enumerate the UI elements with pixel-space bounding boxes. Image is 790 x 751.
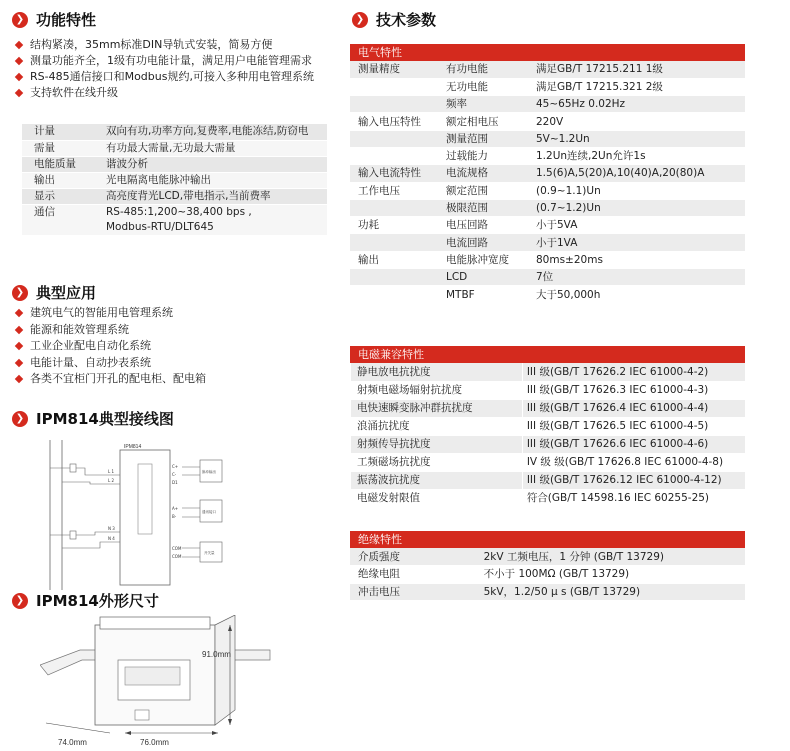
electrical-table	[350, 44, 745, 304]
diamond-bullet-icon	[15, 326, 23, 334]
table-row	[350, 286, 745, 303]
table-row	[350, 130, 745, 147]
table-cell: 小于5VA	[532, 217, 745, 234]
list-item: 电能计量、自动抄表系统	[14, 355, 344, 372]
table-row	[351, 453, 746, 471]
emc-table	[350, 346, 745, 508]
table-row: 电能质量 谐波分析	[22, 156, 327, 172]
table-cell: 振荡波抗扰度	[351, 471, 523, 489]
wiring-diagram	[40, 440, 270, 590]
insulation-table	[350, 531, 745, 601]
features-header	[12, 9, 96, 30]
features-list	[14, 37, 344, 101]
table-cell: 电快速瞬变脉冲群抗扰度	[351, 399, 523, 417]
table-cell: 输入电流特性	[350, 165, 442, 182]
table-cell: 电压回路	[442, 217, 532, 234]
applications-title: 典型应用	[36, 284, 97, 302]
table-row: 需量 有功最大需量,无功最大需量	[22, 140, 327, 156]
table-row	[350, 182, 745, 199]
table-cell: 额定相电压	[442, 113, 532, 130]
list-item: 结构紧凑，35mm标准DIN导轨式安装，简易方便	[14, 37, 344, 53]
terminal-label: N 3	[108, 526, 115, 531]
table-cell: MTBF	[442, 286, 532, 303]
box-label: 开关量	[204, 551, 215, 555]
terminal-label: COM	[172, 546, 182, 551]
table-cell: 电流规格	[442, 165, 532, 182]
table-cell	[350, 286, 442, 303]
table-cell	[350, 147, 442, 164]
device-side	[215, 615, 235, 725]
table-cell: IV 级 级(GB/T 17626.8 IEC 61000-4-8)	[522, 453, 745, 471]
chevron-right-circle-icon: ❯	[12, 411, 28, 427]
table-row	[350, 217, 745, 234]
chevron-right-circle-icon: ❯	[12, 285, 28, 301]
diamond-bullet-icon	[15, 309, 23, 317]
table-row	[350, 165, 745, 182]
table-cell: 静电放电抗扰度	[351, 363, 523, 381]
table-cell: 介质强度	[350, 548, 480, 566]
table-cell: (0.7~1.2)Un	[532, 199, 745, 216]
diamond-bullet-icon	[15, 73, 23, 81]
table-row: 计量 双向有功,功率方向,复费率,电能冻结,防窃电	[22, 124, 327, 140]
table-row	[350, 147, 745, 164]
table-row	[351, 489, 746, 507]
electrical-rows	[350, 61, 745, 304]
chevron-right-circle-icon: ❯	[352, 12, 368, 28]
table-row: 显示 高亮度背光LCD,带电指示,当前费率	[22, 188, 327, 204]
table-cell: 浪涌抗扰度	[351, 417, 523, 435]
table-cell: 极限范围	[442, 199, 532, 216]
table-cell: 工作电压	[350, 182, 442, 199]
table-row	[351, 435, 746, 453]
table-cell: (0.9~1.1)Un	[532, 182, 745, 199]
wiring-title: IPM814典型接线图	[36, 410, 174, 428]
table-cell: III 级(GB/T 17626.12 IEC 61000-4-12)	[522, 471, 745, 489]
chevron-right-circle-icon: ❯	[12, 593, 28, 609]
table-row	[350, 251, 745, 268]
emc-header: 电磁兼容特性	[350, 346, 745, 363]
table-row	[350, 113, 745, 130]
table-cell: III 级(GB/T 17626.2 IEC 61000-4-2)	[522, 363, 745, 381]
table-row	[350, 96, 745, 113]
table-cell: 大于50,000h	[532, 286, 745, 303]
table-cell: 小于1VA	[532, 234, 745, 251]
list-item: 能源和能效管理系统	[14, 322, 344, 339]
dimension-drawing	[40, 615, 295, 751]
table-cell: 额定范围	[442, 182, 532, 199]
table-cell: 5V~1.2Un	[532, 130, 745, 147]
table-cell: 绝缘电阻	[350, 566, 480, 584]
table-row	[351, 363, 746, 381]
tech-title: 技术参数	[376, 11, 437, 29]
table-cell: 输入电压特性	[350, 113, 442, 130]
fuse	[70, 464, 76, 472]
terminal-label: C-	[172, 472, 177, 477]
dimensions-title: IPM814外形尺寸	[36, 592, 159, 610]
table-cell: 测量精度	[350, 61, 442, 78]
table-cell: 5kV，1.2/50 μ s (GB/T 13729)	[480, 583, 745, 601]
table-cell: 功耗	[350, 217, 442, 234]
table-cell: 电能脉冲宽度	[442, 251, 532, 268]
tech-header	[352, 9, 436, 30]
box-label: 脉冲输出	[202, 470, 216, 474]
table-cell	[350, 199, 442, 216]
terminal-label: A+	[172, 506, 179, 511]
insulation-rows	[350, 548, 745, 601]
applications-header	[12, 282, 96, 303]
table-cell: 射频传导抗扰度	[351, 435, 523, 453]
table-cell: 45~65Hz 0.02Hz	[532, 96, 745, 113]
table-cell: 7位	[532, 269, 745, 286]
applications-list	[14, 305, 344, 388]
table-cell: 电磁发射限值	[351, 489, 523, 507]
table-cell: III 级(GB/T 17626.4 IEC 61000-4-4)	[522, 399, 745, 417]
table-cell: 冲击电压	[350, 583, 480, 601]
terminal-label: C+	[172, 464, 179, 469]
table-cell: 工频磁场抗扰度	[351, 453, 523, 471]
device-top	[100, 617, 210, 629]
diamond-bullet-icon	[15, 375, 23, 383]
table-cell: 满足GB/T 17215.211 1级	[532, 61, 745, 78]
table-cell: 有功电能	[442, 61, 532, 78]
list-item: RS-485通信接口和Modbus规约,可接入多种用电管理系统	[14, 69, 344, 85]
table-cell: 满足GB/T 17215.321 2级	[532, 78, 745, 95]
diamond-bullet-icon	[15, 359, 23, 367]
list-item: 建筑电气的智能用电管理系统	[14, 305, 344, 322]
table-cell	[350, 269, 442, 286]
terminal-label: D1	[172, 480, 178, 485]
table-cell: 220V	[532, 113, 745, 130]
wire	[50, 532, 120, 535]
device-label: IPM814	[124, 444, 142, 450]
table-cell: III 级(GB/T 17626.5 IEC 61000-4-5)	[522, 417, 745, 435]
terminal-label: L 1	[108, 469, 115, 474]
diamond-bullet-icon	[15, 57, 23, 65]
table-row	[350, 269, 745, 286]
table-row: 通信 RS-485:1,200~38,400 bps , Modbus-RTU/DLT645	[22, 204, 327, 235]
table-cell: III 级(GB/T 17626.6 IEC 61000-4-6)	[522, 435, 745, 453]
list-item: 各类不宜柜门开孔的配电柜、配电箱	[14, 371, 344, 388]
table-cell	[350, 78, 442, 95]
wiring-header	[12, 408, 174, 429]
list-item: 工业企业配电自动化系统	[14, 338, 344, 355]
table-cell: 无功电能	[442, 78, 532, 95]
table-row	[350, 583, 745, 601]
table-row	[351, 471, 746, 489]
table-row	[351, 417, 746, 435]
box-label: 通讯接口	[202, 510, 216, 514]
terminal-label: COM	[172, 554, 182, 559]
width-label: 76.0mm	[140, 738, 169, 747]
table-cell: 符合(GB/T 14598.16 IEC 60255-25)	[522, 489, 745, 507]
table-cell: 不小于 100MΩ (GB/T 13729)	[480, 566, 745, 584]
terminal-label: L 2	[108, 478, 115, 483]
table-row	[350, 78, 745, 95]
terminal-label: N 4	[108, 536, 115, 541]
dimensions-header	[12, 590, 159, 611]
diamond-bullet-icon	[15, 89, 23, 97]
table-cell: 电流回路	[442, 234, 532, 251]
table-row: 输出 光电隔离电能脉冲输出	[22, 172, 327, 188]
fuse	[70, 531, 76, 539]
wire	[62, 542, 120, 548]
table-row	[351, 399, 746, 417]
table-cell: 80ms±20ms	[532, 251, 745, 268]
table-cell: 过载能力	[442, 147, 532, 164]
chevron-right-circle-icon: ❯	[12, 12, 28, 28]
diamond-bullet-icon	[15, 41, 23, 49]
table-row	[350, 61, 745, 78]
table-row	[350, 234, 745, 251]
table-cell	[350, 234, 442, 251]
features-table	[22, 124, 327, 236]
table-cell: 1.5(6)A,5(20)A,10(40)A,20(80)A	[532, 165, 745, 182]
table-cell: III 级(GB/T 17626.3 IEC 61000-4-3)	[522, 381, 745, 399]
features-title: 功能特性	[36, 11, 97, 29]
depth-label: 74.0mm	[58, 738, 87, 747]
insulation-header: 绝缘特性	[350, 531, 745, 548]
table-cell	[350, 96, 442, 113]
table-row	[350, 548, 745, 566]
lcd-window	[125, 667, 180, 685]
device-inner	[138, 464, 152, 534]
terminal-label: B-	[172, 514, 177, 519]
table-cell: 测量范围	[442, 130, 532, 147]
emc-rows	[350, 363, 745, 508]
table-row	[350, 199, 745, 216]
electrical-header: 电气特性	[350, 44, 745, 61]
table-row	[351, 381, 746, 399]
height-label: 91.0mm	[202, 650, 231, 659]
table-cell	[350, 130, 442, 147]
table-cell: 2kV 工频电压，1 分钟 (GB/T 13729)	[480, 548, 745, 566]
table-cell: 频率	[442, 96, 532, 113]
list-item: 支持软件在线升级	[14, 85, 344, 101]
list-item: 测量功能齐全，1级有功电能计量，满足用户电能管理需求	[14, 53, 344, 69]
table-cell: 输出	[350, 251, 442, 268]
table-cell: 射频电磁场辐射抗扰度	[351, 381, 523, 399]
table-cell: LCD	[442, 269, 532, 286]
diamond-bullet-icon	[15, 342, 23, 350]
clip	[135, 710, 149, 720]
table-row	[350, 566, 745, 584]
table-cell: 1.2Un连续,2Un允许1s	[532, 147, 745, 164]
